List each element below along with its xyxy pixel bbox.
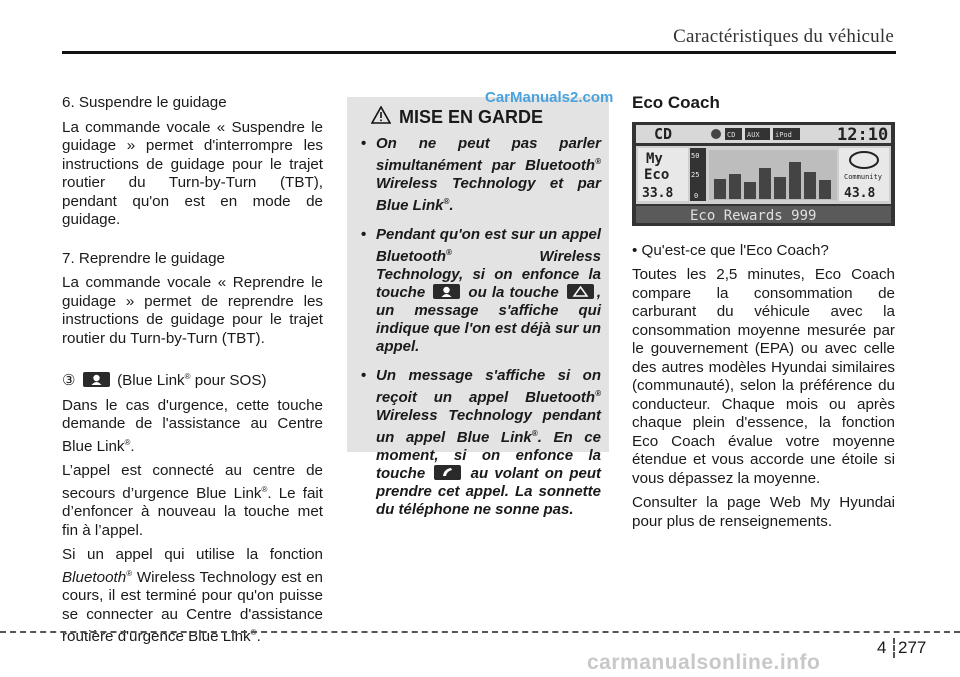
- item7-body: La commande vocale « Reprendre le guidage » permet de reprendre les instructions de guidage pour le trajet routier du Turn-by-Turn (TBT).: [62, 274, 323, 347]
- eco-scale-25: 25: [691, 170, 700, 179]
- warning-item: • Un message s'affiche si on reçoit un appel Bluetooth® Wireless Technology pendant un appel Blue Link®. En ce moment, si on enfonce la touche au volant on peut prendre cet appel. La sonnette du téléphone ne sonne pas.: [361, 367, 601, 519]
- eco-badge-cd: CD: [727, 130, 736, 139]
- eco-scale-0: 0: [694, 191, 699, 200]
- eco-badge-aux: AUX: [747, 130, 760, 139]
- sos-button-icon: [83, 372, 110, 387]
- warning-item: • Pendant qu'on est sur un appel Bluetooth® Wireless Technology, si on enfonce la touche ou la touche , un message s'affiche qui indique que l'on est déjà sur un appel.: [361, 226, 601, 356]
- warning-list: [361, 135, 601, 519]
- watermark: CarManuals2.com: [485, 89, 614, 106]
- eco-para-1: Toutes les 2,5 minutes, Eco Coach compare la consommation de carburant du véhicule avec la consommation moyenne mesurée par le gouvernement (EPA) ou avec celle des autres modèles Hyundai similaires (communauté), selon la préférence du conducteur. Chaque mois ou après chaque plein d'essence, la fonction Eco Coach évalue votre moyenne étendue et vous accorde une étoile si vous dépassez la moyenne.: [632, 266, 895, 487]
- page-number: 277: [898, 638, 927, 657]
- warning-box: [347, 97, 609, 518]
- sos-para-1: Dans le cas d'urgence, cette touche demande de l'assistance au Centre Blue Link®.: [62, 396, 323, 455]
- sos-para-2: L’appel est connecté au centre de secours d’urgence Blue Link®. Le fait d’enfoncer à nouveau la touche met fin à l’appel.: [62, 462, 323, 539]
- eco-para-2: Consulter la page Web My Hyundai pour plus de renseignements.: [632, 494, 895, 530]
- header-title: Caractéristiques du véhicule: [673, 26, 894, 47]
- eco-badge-ipod: iPod: [775, 130, 792, 139]
- assist-button-icon: [567, 284, 594, 299]
- site-watermark: carmanualsonline.info: [587, 651, 821, 674]
- eco-my-label-2: Eco: [644, 166, 670, 183]
- eco-scale-50: 50: [691, 151, 700, 160]
- eco-rewards: Eco Rewards 999: [690, 207, 817, 224]
- item6-title: 6. Suspendre le guidage: [62, 94, 227, 111]
- left-column: [62, 94, 323, 653]
- item7-title: 7. Reprendre le guidage: [62, 249, 225, 267]
- page-separator: [893, 638, 895, 658]
- item6-body: La commande vocale « Suspendre le guidage » permet d'interrompre les instructions de guidage pour le trajet routier du Turn-by-Turn (TBT), pendant qu'on est en mode de guidage.: [62, 118, 323, 228]
- phone-button-icon: [434, 465, 461, 480]
- warning-title: MISE EN GARDE: [399, 107, 544, 127]
- sos-button-icon: [433, 284, 460, 299]
- sos-para-3: Si un appel qui utilise la fonction Bluetooth® Wireless Technology est en cours, il est terminé pour qu'on puisse se connecter au Centre d'assistance routière d'urgence Blue Link®.: [62, 546, 323, 645]
- eco-question: • Qu'est-ce que l'Eco Coach?: [632, 241, 829, 259]
- eco-source: CD: [654, 124, 673, 143]
- chapter-number: 4: [877, 638, 887, 657]
- eco-clock: 12:10: [837, 124, 889, 145]
- eco-my-value: 33.8: [642, 185, 674, 201]
- item3-number: ③: [62, 372, 76, 389]
- warning-item: • On ne peut pas parler simultanément par Bluetooth® Wireless Technology et par Blue Link®.: [361, 135, 601, 215]
- warning-triangle-icon: [371, 106, 391, 129]
- eco-coach-display: [632, 122, 895, 226]
- warning-header: [371, 106, 601, 129]
- footer-rule: [0, 631, 960, 633]
- item3-title: ③ (Blue Link® pour SOS): [62, 372, 267, 389]
- eco-community-label: Community: [844, 172, 882, 181]
- header-rule: [62, 51, 896, 54]
- section-title: Eco Coach: [632, 93, 720, 112]
- eco-community-value: 43.8: [844, 185, 876, 201]
- right-column: [632, 94, 895, 537]
- eco-my-label-1: My: [646, 150, 663, 167]
